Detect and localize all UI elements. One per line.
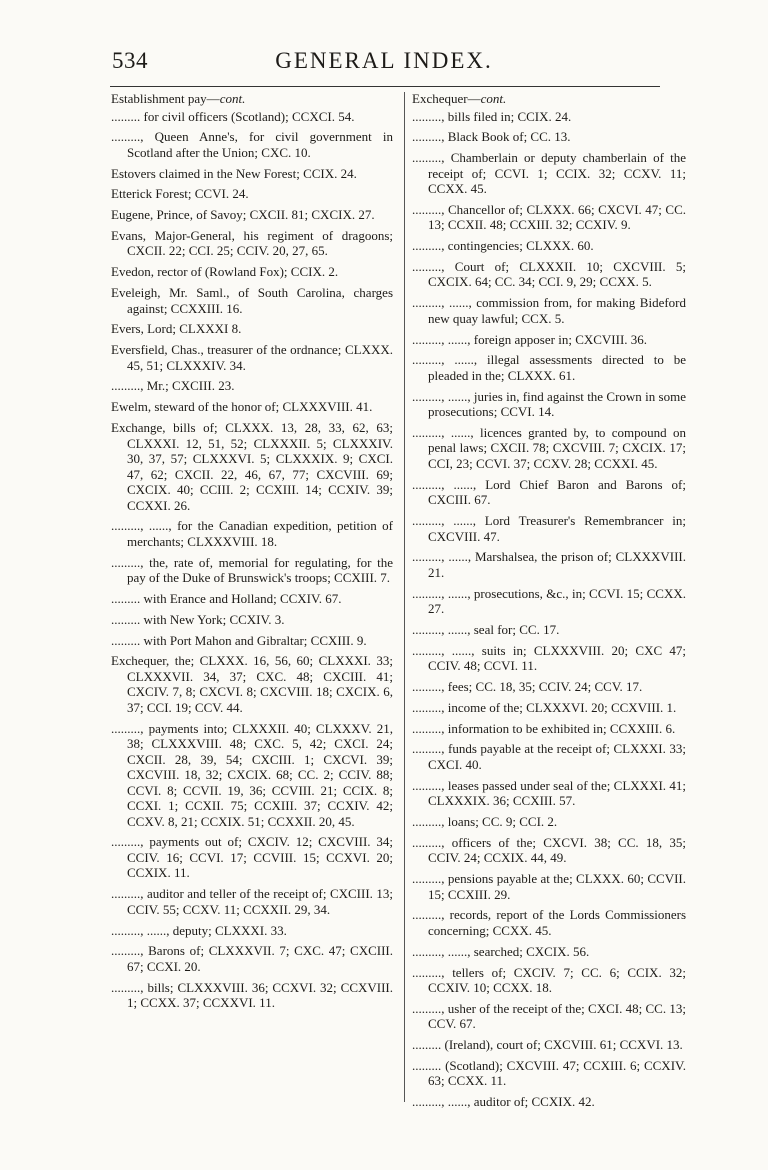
index-entry: ......... with Erance and Holland; CCXIV. 67. <box>111 590 342 606</box>
right-heading-cont: cont. <box>480 91 507 106</box>
index-entry: ........., Queen Anne's, for civil government in Scotland after the Union; CXC. 10. <box>111 129 393 160</box>
index-entry: Evans, Major-General, his regiment of dragoons; CXCII. 22; CCI. 25; CCIV. 20, 27, 65. <box>111 227 393 259</box>
index-entry: ........., officers of the; CXCVI. 38; CC. 18, 35; CCIV. 24; CCXIX. 44, 49. <box>412 834 686 866</box>
index-entry: ........., payments into; CLXXXII. 40; CLXXXV. 21, 38; CLXXXVIII. 48; CXC. 5, 42; CXCI. 24; CXCII. 28, 39, 54; CXCIII. 1; CXCVI. 39; CXCVIII. 18, 32; CXCIX. 68; CC. 2; CCIV. 88; CCVI. 8; CCVII. 19, 36; CCVIII. 21; CCIX. 8; CCXI. 1; CCXII. 75; CCXIII. 37; CCXIV. 42; CCXV. 8, 21; CCXIX. 51; CCXXII. 20, 45. <box>111 720 393 829</box>
index-entry: ........., leases passed under seal of the; CLXXXI. 41; CLXXXIX. 36; CCXIII. 57. <box>412 777 686 809</box>
index-entry: Eveleigh, Mr. Saml., of South Carolina, charges against; CCXXIII. 16. <box>111 285 393 316</box>
index-entry: ......... with New York; CCXIV. 3. <box>111 611 285 627</box>
index-entry: ........., Mr.; CXCIII. 23. <box>111 378 235 394</box>
right-column-heading <box>412 91 686 107</box>
index-entry: ........., information to be exhibited in; CCXXIII. 6. <box>412 720 676 736</box>
index-entry: ........., ......, Lord Treasurer's Remembrancer in; CXCVIII. 47. <box>412 513 686 544</box>
left-heading-text: Establishment pay— <box>111 91 220 106</box>
index-entry: ........., ......, commission from, for making Bideford new quay lawful; CCX. 5. <box>412 295 686 326</box>
left-index-column <box>111 91 393 1016</box>
index-entry: ........., pensions payable at the; CLXXX. 60; CCVII. 15; CCXIII. 29. <box>412 871 686 902</box>
index-entry: ........., ......, illegal assessments directed to be pleaded in the; CLXXX. 61. <box>412 352 686 383</box>
index-entry: ........., ......, prosecutions, &c., in; CCVI. 15; CCXX. 27. <box>412 585 686 617</box>
index-entry: ........., auditor and teller of the receipt of; CXCIII. 13; CCIV. 55; CCXV. 11; CCXXII. 29, 34. <box>111 886 393 917</box>
index-entry: ........., fees; CC. 18, 35; CCIV. 24; CCV. 17. <box>412 679 643 695</box>
page-header <box>0 48 768 78</box>
index-entry: ........., ......, auditor of; CCXIX. 42. <box>412 1094 595 1110</box>
right-entries <box>412 109 686 1110</box>
index-entry: Eversfield, Chas., treasurer of the ordnance; CLXXX. 45, 51; CLXXXIV. 34. <box>111 342 393 373</box>
index-entry: ........., ......, licences granted by, to compound on penal laws; CXCII. 78; CXCVIII. 7; CXCIX. 17; CCI, 23; CCVI. 37; CCXV. 28; CCXXI. 45. <box>412 424 686 471</box>
index-entry: ........., payments out of; CXCIV. 12; CXCVIII. 34; CCIV. 16; CCVI. 17; CCVIII. 15; CCXVI. 20; CCXIX. 11. <box>111 834 393 881</box>
left-column-heading <box>111 91 393 107</box>
index-entry: ........., bills; CLXXXVIII. 36; CCXVI. 32; CCXVIII. 1; CCXX. 37; CCXXVI. 11. <box>111 979 393 1011</box>
column-divider <box>404 92 405 1102</box>
index-entry: ........., ......, deputy; CLXXXI. 33. <box>111 922 287 938</box>
index-entry: ........., ......, searched; CXCIX. 56. <box>412 943 590 959</box>
index-entry: ........., loans; CC. 9; CCI. 2. <box>412 814 558 830</box>
index-entry: Evedon, rector of (Rowland Fox); CCIX. 2. <box>111 264 339 280</box>
index-entry: Exchange, bills of; CLXXX. 13, 28, 33, 62, 63; CLXXXI. 12, 51, 52; CLXXXII. 5; CLXXXIV. 30, 37, 57; CLXXXVI. 5; CLXXXIX. 9; CXCI. 47, 62; CXCII. 22, 46, 67, 77; CXCVIII. 69; CXCIX. 40; CCIII. 2; CCXIII. 14; CCXIV. 39; CCXXI. 26. <box>111 420 393 513</box>
index-entry: ........., Chamberlain or deputy chamberlain of the receipt of; CCVI. 1; CCIX. 32; CCXV. 11; CCXX. 45. <box>412 150 686 197</box>
index-entry: ........., tellers of; CXCIV. 7; CC. 6; CCIX. 32; CCXIV. 10; CCXX. 18. <box>412 964 686 996</box>
index-entry: Evers, Lord; CLXXXI 8. <box>111 321 242 337</box>
index-entry: ........., income of the; CLXXXVI. 20; CCXVIII. 1. <box>412 699 677 715</box>
page-number: 534 <box>112 48 148 73</box>
index-entry: ........., ......, suits in; CLXXXVIII. 20; CXC 47; CCIV. 48; CCVI. 11. <box>412 642 686 674</box>
page-title: GENERAL INDEX. <box>275 48 493 73</box>
header-rule <box>110 86 660 87</box>
index-entry: ........., records, report of the Lords Commissioners concerning; CCXX. 45. <box>412 907 686 938</box>
index-entry: ........., bills filed in; CCIX. 24. <box>412 108 572 124</box>
right-index-column <box>412 91 686 1115</box>
left-heading-cont: cont. <box>219 91 246 106</box>
index-entry: ........., contingencies; CLXXX. 60. <box>412 238 594 254</box>
index-entry: ........., ......, juries in, find against the Crown in some prosecutions; CCVI. 14. <box>412 388 686 420</box>
left-entries <box>111 109 393 1011</box>
index-entry: Estovers claimed in the New Forest; CCIX. 24. <box>111 165 357 181</box>
index-entry: ........., Barons of; CLXXXVII. 7; CXC. 47; CXCIII. 67; CCXI. 20. <box>111 943 393 974</box>
index-entry: ........., Court of; CLXXXII. 10; CXCVIII. 5; CXCIX. 64; CC. 34; CCI. 9, 29; CCXX. 5. <box>412 258 686 290</box>
index-entry: ........., the, rate of, memorial for regulating, for the pay of the Duke of Brunswick's troops; CCXIII. 7. <box>111 554 393 586</box>
index-entry: ........., ......, Lord Chief Baron and Barons of; CXCIII. 67. <box>412 476 686 508</box>
index-entry: ........., usher of the receipt of the; CXCI. 48; CC. 13; CCV. 67. <box>412 1000 686 1032</box>
index-entry: Ewelm, steward of the honor of; CLXXXVIII. 41. <box>111 399 373 415</box>
index-entry: ........., ......, Marshalsea, the prison of; CLXXXVIII. 21. <box>412 549 686 580</box>
index-entry: ........., Black Book of; CC. 13. <box>412 129 571 145</box>
right-heading-text: Exchequer— <box>412 91 481 106</box>
index-entry: ........., ......, for the Canadian expedition, petition of merchants; CLXXXVIII. 18. <box>111 518 393 549</box>
index-entry: ........., funds payable at the receipt of; CLXXXI. 33; CXCI. 40. <box>412 741 686 772</box>
index-entry: Etterick Forest; CCVI. 24. <box>111 186 249 202</box>
index-entry: ......... for civil officers (Scotland); CCXCI. 54. <box>111 108 355 124</box>
index-entry: ......... (Scotland); CXCVIII. 47; CCXIII. 6; CCXIV. 63; CCXX. 11. <box>412 1057 686 1089</box>
index-entry: ......... (Ireland), court of; CXCVIII. 61; CCXVI. 13. <box>412 1037 683 1053</box>
index-entry: ........., Chancellor of; CLXXX. 66; CXCVI. 47; CC. 13; CCXII. 48; CCXIII. 32; CCXIV. 9. <box>412 201 686 233</box>
index-entry: Eugene, Prince, of Savoy; CXCII. 81; CXCIX. 27. <box>111 207 375 223</box>
index-entry: Exchequer, the; CLXXX. 16, 56, 60; CLXXXI. 33; CLXXXVII. 34, 37; CXC. 48; CXCIII. 41; CXCIV. 7, 8; CXCVI. 8; CXCVIII. 18; CXCIX. 6, 37; CCI. 19; CCV. 44. <box>111 653 393 715</box>
index-entry: ........., ......, seal for; CC. 17. <box>412 621 560 637</box>
index-entry: ......... with Port Mahon and Gibraltar; CCXIII. 9. <box>111 632 367 648</box>
index-entry: ........., ......, foreign apposer in; CXCVIII. 36. <box>412 331 648 347</box>
